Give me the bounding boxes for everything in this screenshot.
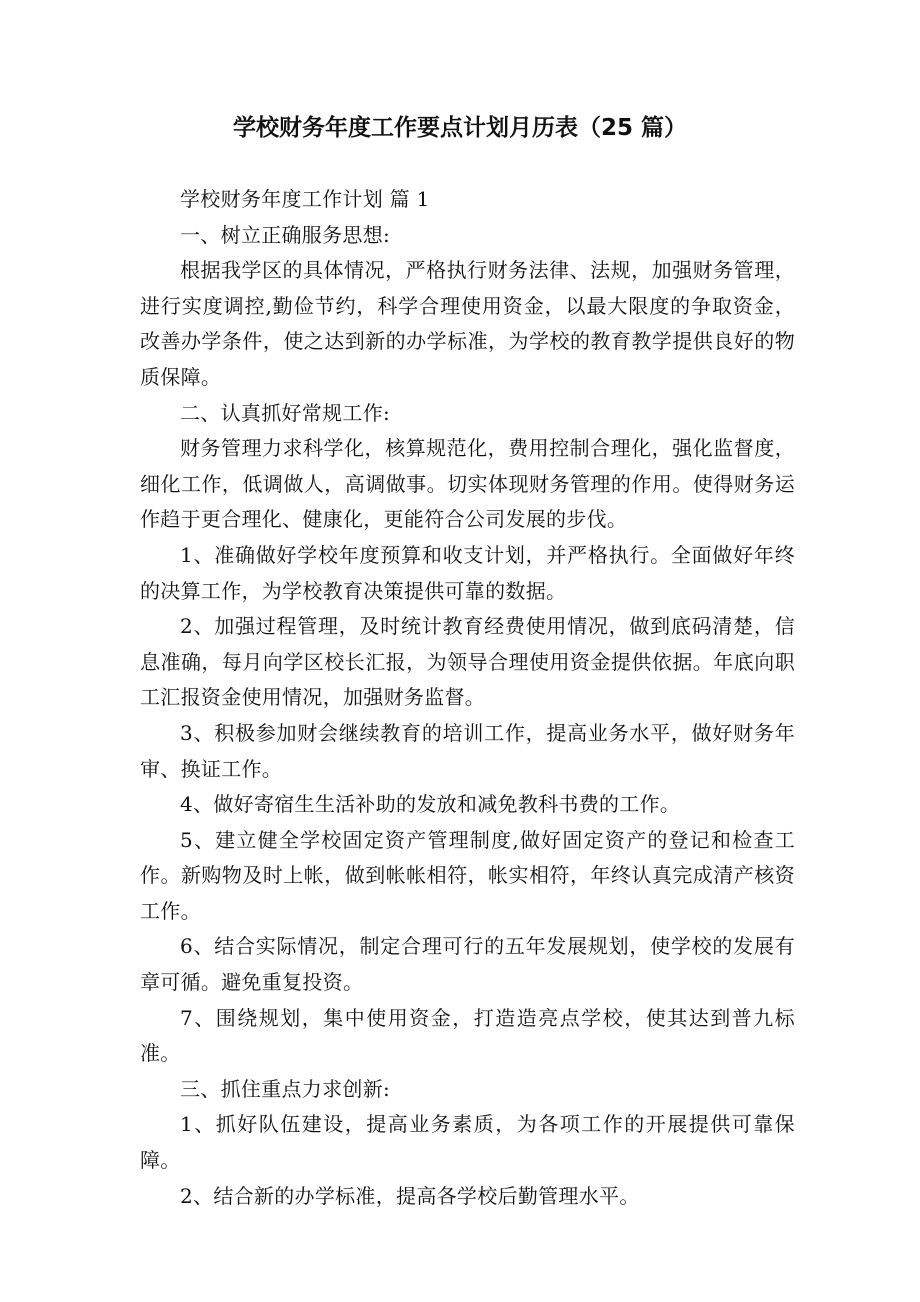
list-item: 6、结合实际情况，制定合理可行的五年发展规划，使学校的发展有章可循。避免重复投资。 — [140, 934, 795, 995]
list-item: 2、结合新的办学标准，提高各学校后勤管理水平。 — [180, 1183, 640, 1208]
section-heading: 二、认真抓好常规工作: — [180, 400, 391, 425]
list-item: 1、抓好队伍建设，提高业务素质，为各项工作的开展提供可靠保障。 — [140, 1112, 795, 1173]
list-item: 2、加强过程管理，及时统计教育经费使用情况，做到底码清楚，信息准确，每月向学区校长汇报，为领导合理使用资金提供依据。年底向职工汇报资金使用情况，加强财务监督。 — [140, 614, 795, 710]
list-item: 4、做好寄宿生生活补助的发放和减免教科书费的工作。 — [180, 792, 681, 817]
paragraph: 财务管理力求科学化，核算规范化，费用控制合理化，强化监督度，细化工作，低调做人，高调做事。切实体现财务管理的作用。使得财务运作趋于更合理化、健康化，更能符合公司发展的步伐。 — [140, 436, 795, 532]
list-item: 1、准确做好学校年度预算和收支计划，并严格执行。全面做好年终的决算工作，为学校教育决策提供可靠的数据。 — [140, 542, 795, 603]
list-item: 7、围绕规划，集中使用资金，打造造亮点学校，使其达到普九标准。 — [140, 1005, 795, 1066]
section-heading: 一、树立正确服务思想: — [180, 222, 391, 247]
paragraph: 根据我学区的具体情况，严格执行财务法律、法规，加强财务管理，进行实度调控,勤俭节约，科学合理使用资金，以最大限度的争取资金，改善办学条件，使之达到新的办学标准，为学校的教育教学提供良好的物质保障。 — [140, 258, 795, 389]
section-heading: 学校财务年度工作计划 篇 1 — [180, 187, 430, 211]
document-body — [140, 182, 795, 1214]
list-item: 5、建立健全学校固定资产管理制度,做好固定资产的登记和检查工作。新购物及时上帐，做到帐帐相符，帐实相符，年终认真完成清产核资工作。 — [140, 827, 795, 923]
document-title: 学校财务年度工作要点计划月历表（25 篇） — [232, 115, 687, 141]
section-heading: 三、抓住重点力求创新: — [180, 1076, 391, 1101]
list-item: 3、积极参加财会继续教育的培训工作，提高业务水平，做好财务年审、换证工作。 — [140, 720, 795, 781]
